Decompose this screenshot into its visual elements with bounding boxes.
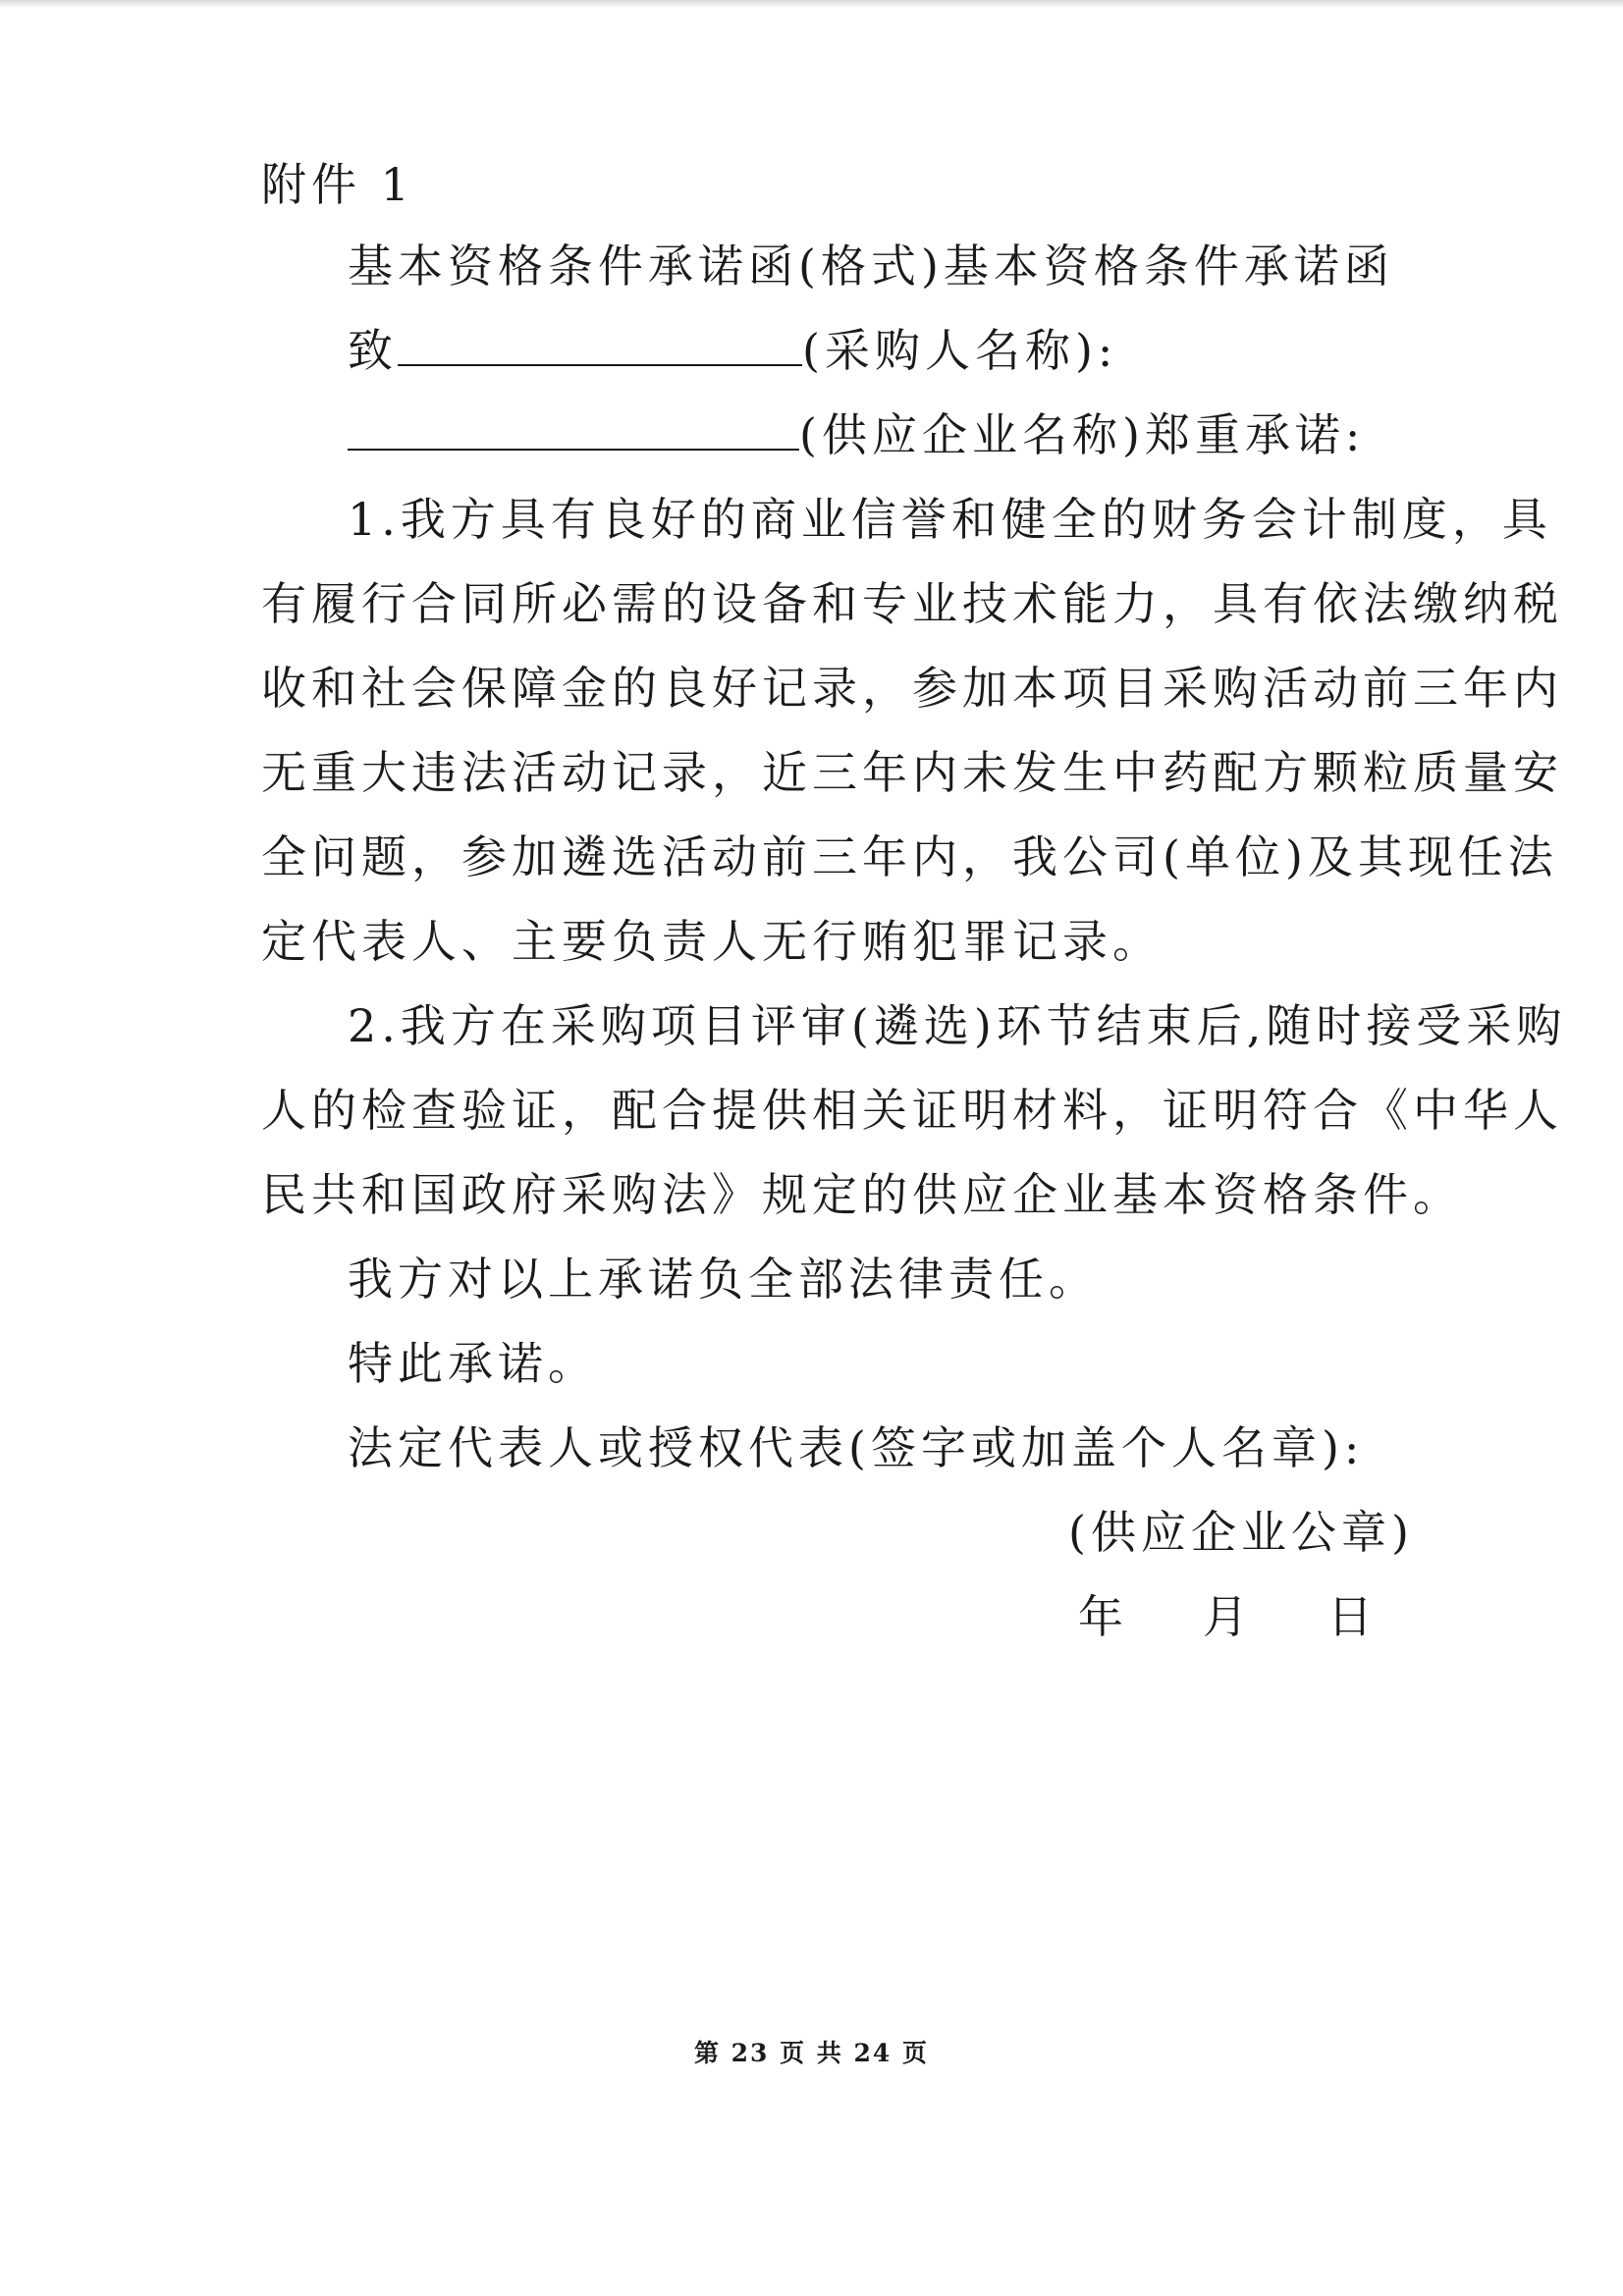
supplier-suffix: (供应企业名称)郑重承诺:: [799, 408, 1366, 461]
page-footer: 第 23 页 共 24 页: [693, 2039, 930, 2067]
item2-line: 人的检查验证，配合提供相关证明材料，证明符合《中华人: [261, 1084, 1563, 1137]
addressee-suffix: (采购人名称):: [802, 324, 1118, 377]
attachment-heading: 附件 1: [261, 158, 414, 211]
supplier-line: [348, 405, 1365, 464]
date-day: 日: [1327, 1590, 1378, 1643]
addressee-line: [348, 321, 1117, 380]
responsibility-statement: 我方对以上承诺负全部法律责任。: [348, 1253, 1099, 1306]
item1-line: 有履行合同所必需的设备和专业技术能力，具有依法缴纳税: [261, 577, 1563, 630]
signature-label: 法定代表人或授权代表(签字或加盖个人名章):: [348, 1421, 1365, 1474]
item1-line: 收和社会保障金的良好记录，参加本项目采购活动前三年内: [261, 662, 1563, 715]
item2-line: 2.我方在采购项目评审(遴选)环节结束后,随时接受采购: [348, 999, 1567, 1052]
seal-label: (供应企业公章): [1068, 1506, 1414, 1559]
date-line: [1078, 1587, 1378, 1646]
date-year: 年: [1078, 1590, 1128, 1643]
addressee-prefix: 致: [348, 324, 398, 377]
supplier-name-blank: [348, 409, 799, 451]
item2-line: 民共和国政府采购法》规定的供应企业基本资格条件。: [261, 1168, 1463, 1221]
scan-top-edge: [0, 0, 1623, 8]
date-month: 月: [1203, 1590, 1253, 1643]
item1-line: 定代表人、主要负责人无行贿犯罪记录。: [261, 915, 1163, 968]
purchaser-name-blank: [398, 325, 802, 366]
item1-line: 无重大违法活动记录，近三年内未发生中药配方颗粒质量安: [261, 746, 1563, 799]
document-title: 基本资格条件承诺函(格式)基本资格条件承诺函: [348, 240, 1394, 293]
item1-line: 全问题，参加遴选活动前三年内，我公司(单位)及其现任法: [261, 830, 1558, 883]
item1-line: 1.我方具有良好的商业信誉和健全的财务会计制度，具: [348, 493, 1552, 546]
closing-statement: 特此承诺。: [348, 1337, 598, 1390]
